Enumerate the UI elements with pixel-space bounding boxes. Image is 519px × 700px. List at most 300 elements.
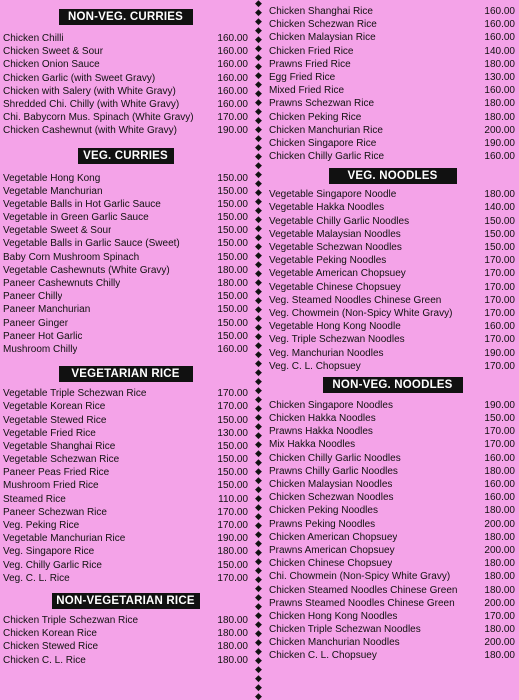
menu-item-name: Mix Hakka Noodles [269, 439, 356, 451]
menu-item-name: Chicken Onion Sauce [3, 59, 100, 71]
diamond-icon: ◆ [255, 476, 262, 486]
menu-item-name: Veg. C. L. Chopsuey [269, 360, 361, 372]
menu-item-name: Vegetable Cashewnuts (White Gravy) [3, 264, 170, 276]
menu-item-price: 180.00 [484, 58, 515, 70]
diamond-icon: ◆ [255, 26, 262, 36]
menu-item-price: 150.00 [217, 291, 248, 303]
diamond-icon: ◆ [255, 314, 262, 324]
menu-item [0, 572, 251, 585]
menu-item-price: 150.00 [217, 454, 248, 466]
menu-item [266, 58, 519, 71]
menu-item [266, 570, 519, 583]
menu-item-name: Prawns Hakka Noodles [269, 426, 373, 438]
menu-item [266, 518, 519, 531]
diamond-icon: ◆ [255, 494, 262, 504]
menu-item-name: Chicken C. L. Rice [3, 654, 86, 666]
diamond-icon: ◆ [255, 224, 262, 234]
menu-item [266, 281, 519, 294]
diamond-icon: ◆ [255, 584, 262, 594]
menu-item [0, 545, 251, 558]
menu-item [0, 453, 251, 466]
menu-item [266, 84, 519, 97]
menu-item-price: 180.00 [217, 654, 248, 666]
diamond-icon: ◆ [255, 440, 262, 450]
menu-item-name: Chi. Babycorn Mus. Spinach (White Gravy) [3, 112, 194, 124]
diamond-icon: ◆ [255, 62, 262, 72]
menu-item [266, 45, 519, 58]
menu-item [0, 343, 251, 356]
menu-item-name: Chicken Sweet & Sour [3, 46, 104, 58]
menu-item [266, 201, 519, 214]
menu-item-price: 160.00 [484, 32, 515, 44]
menu-item-price: 150.00 [217, 185, 248, 197]
menu-item [0, 330, 251, 343]
diamond-icon: ◆ [255, 233, 262, 243]
diamond-icon: ◆ [255, 179, 262, 189]
menu-item-price: 170.00 [217, 401, 248, 413]
menu-item-name: Prawns American Chopsuey [269, 544, 395, 556]
diamond-icon: ◆ [255, 71, 262, 81]
menu-item [0, 58, 251, 71]
menu-item-name: Prawns Chilly Garlic Noodles [269, 465, 398, 477]
menu-item-name: Paneer Cashewnuts Chilly [3, 278, 121, 289]
menu-item-price: 160.00 [484, 19, 515, 31]
diamond-icon: ◆ [255, 197, 262, 207]
menu-item [0, 224, 251, 237]
menu-item [266, 294, 519, 307]
menu-item [0, 506, 251, 519]
menu-item-price: 190.00 [484, 137, 515, 149]
diamond-icon: ◆ [255, 152, 262, 162]
menu-item-price: 160.00 [484, 492, 515, 504]
menu-item [266, 360, 519, 373]
diamond-icon: ◆ [255, 134, 262, 144]
diamond-icon: ◆ [255, 566, 262, 576]
menu-item-price: 160.00 [484, 85, 515, 97]
menu-item [266, 649, 519, 662]
diamond-icon: ◆ [255, 629, 262, 639]
menu-item-name: Vegetable Fried Rice [3, 427, 96, 439]
menu-item-price: 110.00 [218, 493, 248, 505]
menu-item [266, 333, 519, 346]
menu-item-name: Chicken Chinese Chopsuey [269, 558, 393, 570]
menu-item-price: 170.00 [484, 294, 515, 306]
menu-item-price: 160.00 [484, 6, 515, 17]
menu-item-price: 180.00 [484, 624, 515, 636]
diamond-icon: ◆ [255, 35, 262, 45]
menu-item-price: 150.00 [217, 559, 248, 571]
menu-item [266, 597, 519, 610]
menu-item-price: 200.00 [484, 637, 515, 649]
menu-item [266, 267, 519, 280]
menu-item-name: Vegetable American Chopsuey [269, 268, 406, 280]
menu-item-price: 160.00 [217, 46, 248, 58]
menu-item-name: Chicken Peking Rice [269, 111, 362, 123]
diamond-icon: ◆ [255, 278, 262, 288]
menu-item-price: 130.00 [217, 427, 248, 439]
menu-item-name: Veg. Peking Rice [3, 520, 80, 531]
menu-item-price: 200.00 [484, 597, 515, 609]
menu-item-price: 180.00 [484, 505, 515, 517]
menu-item-price: 170.00 [217, 112, 248, 124]
diamond-icon: ◆ [255, 332, 262, 342]
menu-item [266, 584, 519, 597]
diamond-icon: ◆ [255, 188, 262, 198]
menu-item-price: 150.00 [217, 414, 248, 426]
menu-item-name: Chicken Schezwan Rice [269, 19, 377, 31]
diamond-icon: ◆ [255, 683, 262, 693]
diamond-icon: ◆ [255, 377, 262, 387]
left-section-1 [0, 148, 251, 357]
menu-item [266, 18, 519, 31]
diamond-icon: ◆ [255, 80, 262, 90]
menu-item [0, 654, 251, 667]
menu-item-name: Mushroom Chilly [3, 343, 78, 355]
menu-item-name: Chicken Malaysian Rice [269, 32, 376, 44]
menu-item-price: 160.00 [217, 343, 248, 355]
menu-item-name: Vegetable Balls in Hot Garlic Sauce [3, 198, 161, 210]
menu-item-price: 150.00 [217, 467, 248, 479]
menu-item-name: Chicken Triple Schezwan Noodles [269, 624, 421, 636]
diamond-icon: ◆ [255, 422, 262, 432]
section-heading: VEGETARIAN RICE [59, 366, 193, 382]
menu-item [266, 478, 519, 491]
menu-item [266, 610, 519, 623]
diamond-icon: ◆ [255, 503, 262, 513]
left-section-2 [0, 366, 251, 585]
menu-item-price: 170.00 [217, 506, 248, 518]
menu-item-price: 150.00 [217, 304, 248, 316]
menu-item [0, 32, 251, 45]
menu-item-name: Chi. Chowmein (Non-Spicy White Gravy) [269, 571, 451, 583]
menu-item [0, 532, 251, 545]
menu-item-name: Vegetable in Green Garlic Sauce [3, 212, 149, 224]
menu-item-name: Shredded Chi. Chilly (with White Gravy) [3, 98, 180, 110]
menu-item [0, 198, 251, 211]
menu-item-name: Vegetable Chinese Chopsuey [269, 281, 401, 293]
menu-item [266, 111, 519, 124]
menu-item-price: 180.00 [484, 98, 515, 110]
menu-item-name: Paneer Schezwan Rice [3, 506, 107, 518]
menu-item-name: Prawns Steamed Noodles Chinese Green [269, 597, 455, 609]
menu-item-name: Steamed Rice [3, 493, 66, 505]
diamond-icon: ◆ [255, 305, 262, 315]
menu-item-price: 170.00 [484, 334, 515, 346]
right-section-1 [266, 168, 519, 373]
menu-item-price: 160.00 [217, 85, 248, 97]
menu-item-name: Chicken Cashewnut (with White Gravy) [3, 125, 177, 137]
menu-item-name: Chicken Singapore Noodles [269, 399, 393, 411]
menu-item [266, 241, 519, 254]
menu-item [0, 111, 251, 124]
menu-item-price: 140.00 [484, 45, 515, 57]
menu-item [266, 465, 519, 478]
menu-item-name: Vegetable Chilly Garlic Noodles [269, 215, 410, 227]
menu-item-price: 170.00 [217, 388, 248, 400]
diamond-icon: ◆ [255, 287, 262, 297]
diamond-icon: ◆ [255, 575, 262, 585]
menu-item [266, 425, 519, 438]
diamond-icon: ◆ [255, 548, 262, 558]
menu-item-price: 150.00 [217, 251, 248, 263]
menu-item-name: Vegetable Hong Kong Noodle [269, 321, 401, 333]
menu-item-name: Chicken Stewed Rice [3, 641, 99, 653]
menu-item-price: 190.00 [217, 533, 248, 545]
menu-item-price: 160.00 [484, 321, 515, 333]
diamond-icon: ◆ [255, 485, 262, 495]
menu-item-price: 180.00 [217, 546, 248, 558]
menu-item [266, 347, 519, 360]
menu-item-price: 150.00 [217, 238, 248, 250]
menu-item [266, 531, 519, 544]
menu-item-price: 160.00 [484, 151, 515, 163]
menu-item [266, 636, 519, 649]
menu-item-price: 150.00 [217, 225, 248, 237]
menu-item-price: 150.00 [217, 440, 248, 452]
menu-item [266, 188, 519, 201]
diamond-icon: ◆ [255, 53, 262, 63]
diamond-icon: ◆ [255, 413, 262, 423]
menu-item-name: Veg. Chowmein (Non-Spicy White Gravy) [269, 307, 453, 319]
menu-item-price: 180.00 [217, 278, 248, 289]
menu-item-price: 130.00 [484, 71, 515, 83]
diamond-icon: ◆ [255, 350, 262, 360]
menu-item [266, 544, 519, 557]
menu-item [0, 479, 251, 492]
menu-item [0, 72, 251, 85]
menu-item-name: Vegetable Schezwan Noodles [269, 242, 402, 253]
menu-item-price: 180.00 [484, 531, 515, 543]
menu-item [0, 440, 251, 453]
menu-item-name: Chicken Garlic (with Sweet Gravy) [3, 72, 156, 84]
menu-item-name: Chicken with Salery (with White Gravy) [3, 85, 176, 97]
menu-item-price: 200.00 [484, 544, 515, 556]
diamond-icon: ◆ [255, 170, 262, 180]
menu-item-name: Vegetable Peking Noodles [269, 255, 387, 267]
menu-item-name: Egg Fried Rice [269, 71, 336, 83]
menu-item-name: Veg. Steamed Noodles Chinese Green [269, 294, 442, 306]
menu-item-price: 180.00 [217, 264, 248, 276]
menu-item [0, 400, 251, 413]
section-heading: VEG. CURRIES [78, 148, 174, 164]
menu-item [266, 124, 519, 137]
menu-item-price: 160.00 [217, 98, 248, 110]
section-heading: VEG. NOODLES [329, 168, 457, 184]
left-section-0 [0, 9, 251, 138]
menu-item-name: Chicken Chilli [3, 33, 64, 44]
menu-item [0, 387, 251, 400]
diamond-icon: ◆ [255, 692, 262, 700]
menu-item [266, 557, 519, 570]
menu-item-name: Paneer Hot Garlic [3, 330, 83, 342]
menu-item [0, 251, 251, 264]
diamond-icon: ◆ [255, 431, 262, 441]
menu-item-name: Mushroom Fried Rice [3, 480, 99, 492]
menu-item-price: 180.00 [217, 628, 248, 640]
menu-item-price: 180.00 [217, 614, 248, 626]
menu-item-name: Paneer Peas Fried Rice [3, 467, 110, 479]
diamond-icon: ◆ [255, 323, 262, 333]
menu-item [266, 5, 519, 18]
menu-item-name: Prawns Peking Noodles [269, 518, 376, 530]
menu-item [266, 399, 519, 412]
menu-item-name: Baby Corn Mushroom Spinach [3, 251, 140, 263]
menu-item-price: 180.00 [484, 650, 515, 662]
menu-item-name: Mixed Fried Rice [269, 85, 345, 97]
menu-item-price: 190.00 [217, 125, 248, 137]
menu-item-name: Chicken Schezwan Noodles [269, 492, 394, 504]
menu-item-name: Vegetable Stewed Rice [3, 414, 107, 426]
diamond-icon: ◆ [255, 674, 262, 684]
right-column [266, 0, 519, 663]
right-section-0 [266, 5, 519, 163]
menu-item [0, 493, 251, 506]
menu-item-price: 180.00 [484, 111, 515, 123]
menu-item-price: 190.00 [484, 399, 515, 411]
section-heading: NON-VEGETARIAN RICE [52, 593, 200, 609]
diamond-icon: ◆ [255, 539, 262, 549]
menu-item-name: Chicken Fried Rice [269, 45, 354, 57]
right-section-2 [266, 377, 519, 663]
diamond-icon: ◆ [255, 530, 262, 540]
diamond-divider [251, 0, 266, 700]
menu-item [0, 124, 251, 137]
menu-item-price: 180.00 [484, 571, 515, 583]
menu-item-price: 160.00 [484, 479, 515, 490]
menu-item-name: Vegetable Hong Kong [3, 172, 101, 184]
menu-item [0, 303, 251, 316]
menu-item-price: 160.00 [217, 72, 248, 84]
menu-item-price: 150.00 [217, 198, 248, 210]
diamond-icon: ◆ [255, 359, 262, 369]
menu-item-name: Veg. Triple Schezwan Noodles [269, 334, 405, 346]
diamond-icon: ◆ [255, 215, 262, 225]
diamond-icon: ◆ [255, 593, 262, 603]
menu-item [0, 559, 251, 572]
menu-item [266, 504, 519, 517]
menu-item-name: Paneer Manchurian [3, 304, 91, 316]
menu-item [266, 150, 519, 163]
diamond-icon: ◆ [255, 467, 262, 477]
menu-item-price: 170.00 [484, 439, 515, 451]
menu-item-price: 150.00 [484, 215, 515, 227]
menu-item-name: Chicken Manchurian Noodles [269, 637, 400, 649]
menu-item-name: Chicken Chilly Garlic Rice [269, 151, 385, 163]
menu-item [0, 237, 251, 250]
menu-item-name: Prawns Schezwan Rice [269, 98, 375, 110]
menu-item-price: 200.00 [484, 518, 515, 530]
menu-item [266, 438, 519, 451]
diamond-icon: ◆ [255, 251, 262, 261]
menu-item-name: Veg. C. L. Rice [3, 572, 70, 584]
menu-item-name: Chicken Hakka Noodles [269, 413, 376, 425]
diamond-icon: ◆ [255, 242, 262, 252]
menu-item [266, 31, 519, 44]
menu-item-name: Vegetable Schezwan Rice [3, 454, 120, 466]
menu-item-name: Veg. Singapore Rice [3, 546, 95, 558]
diamond-icon: ◆ [255, 395, 262, 405]
menu-item [266, 320, 519, 333]
diamond-icon: ◆ [255, 449, 262, 459]
diamond-icon: ◆ [255, 512, 262, 522]
section-heading: NON-VEG. CURRIES [59, 9, 193, 25]
left-column [0, 0, 251, 667]
menu-item-price: 170.00 [484, 426, 515, 438]
menu-item-name: Vegetable Korean Rice [3, 401, 106, 413]
menu-item-name: Vegetable Sweet & Sour [3, 225, 112, 237]
menu-item [266, 412, 519, 425]
menu-item-name: Veg. Manchurian Noodles [269, 347, 384, 359]
menu-item [0, 211, 251, 224]
menu-item [0, 185, 251, 198]
diamond-icon: ◆ [255, 647, 262, 657]
menu-item [0, 98, 251, 111]
diamond-icon: ◆ [255, 116, 262, 126]
diamond-icon: ◆ [255, 125, 262, 135]
menu-item [0, 45, 251, 58]
menu-item-price: 180.00 [484, 558, 515, 570]
menu-item-price: 170.00 [484, 610, 515, 622]
menu-item-name: Vegetable Hakka Noodles [269, 202, 385, 214]
diamond-icon: ◆ [255, 602, 262, 612]
menu-item [266, 254, 519, 267]
diamond-icon: ◆ [255, 341, 262, 351]
menu-item [0, 317, 251, 330]
menu-item-name: Chicken Triple Schezwan Rice [3, 614, 139, 626]
diamond-icon: ◆ [255, 404, 262, 414]
menu-item-name: Vegetable Shanghai Rice [3, 440, 116, 452]
section-heading: NON-VEG. NOODLES [323, 377, 463, 393]
menu-item [266, 137, 519, 150]
diamond-icon: ◆ [255, 206, 262, 216]
menu-item-price: 170.00 [484, 268, 515, 280]
menu-item-name: Vegetable Manchurian [3, 185, 103, 197]
menu-item-price: 160.00 [217, 59, 248, 71]
menu-item-name: Paneer Chilly [3, 291, 63, 303]
menu-item-name: Prawns Fried Rice [269, 58, 351, 70]
menu-item-price: 180.00 [484, 584, 515, 596]
menu-item-price: 190.00 [484, 347, 515, 359]
menu-item [0, 277, 251, 290]
diamond-icon: ◆ [255, 521, 262, 531]
menu-item-name: Vegetable Triple Schezwan Rice [3, 388, 147, 400]
diamond-icon: ◆ [255, 8, 262, 18]
menu-item-name: Veg. Chilly Garlic Rice [3, 559, 102, 571]
menu-item-name: Chicken Peking Noodles [269, 505, 378, 517]
menu-item [0, 414, 251, 427]
menu-item [0, 640, 251, 653]
diamond-icon: ◆ [255, 458, 262, 468]
menu-item-name: Chicken Singapore Rice [269, 137, 377, 149]
menu-item-name: Chicken Korean Rice [3, 628, 97, 640]
menu-item-name: Chicken Steamed Noodles Chinese Green [269, 584, 458, 596]
diamond-icon: ◆ [255, 260, 262, 270]
menu-item-price: 180.00 [484, 189, 515, 201]
menu-item [0, 172, 251, 185]
menu-item-price: 200.00 [484, 124, 515, 136]
menu-item-price: 150.00 [484, 242, 515, 253]
menu-item-name: Chicken Shanghai Rice [269, 6, 373, 17]
menu-item-price: 150.00 [484, 413, 515, 425]
menu-item-price: 140.00 [484, 202, 515, 214]
menu-item [266, 623, 519, 636]
menu-item [0, 427, 251, 440]
diamond-icon: ◆ [255, 0, 262, 9]
menu-item-name: Paneer Ginger [3, 317, 69, 329]
menu-item-price: 170.00 [217, 572, 248, 584]
diamond-icon: ◆ [255, 386, 262, 396]
diamond-icon: ◆ [255, 665, 262, 675]
